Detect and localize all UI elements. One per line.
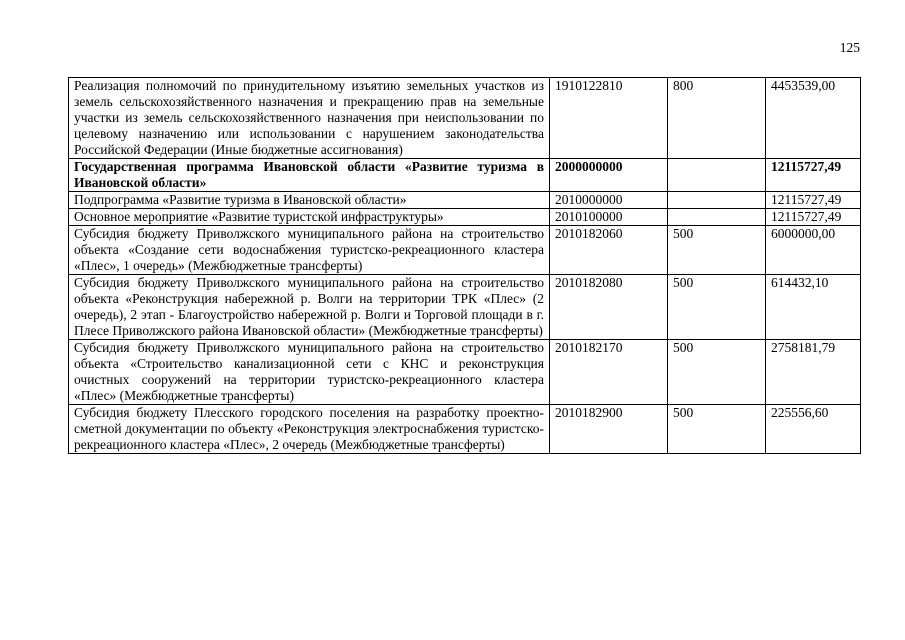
row-name: Субсидия бюджету Приволжского муниципального района на строительство объекта «Реконструкция набережной р. Волги на территории ТРК «Плес» (2 очередь), 2 этап - Благоустройство набережной р. Волги и Торговой площади в г. Плесе Приволжского района Ивановской области» (Межбюджетные трансферты)	[74, 275, 544, 338]
row-vr-cell: 500	[668, 226, 766, 275]
row-csr-cell: 1910122810	[550, 78, 668, 159]
row-vr-cell: 500	[668, 275, 766, 340]
row-csr-cell: 2010182060	[550, 226, 668, 275]
table-row	[69, 275, 861, 340]
table-row	[69, 405, 861, 454]
row-amount-cell: 12115727,49	[766, 159, 861, 192]
row-vr-cell	[668, 192, 766, 209]
row-csr-cell: 2000000000	[550, 159, 668, 192]
row-name: Субсидия бюджету Приволжского муниципального района на строительство объекта «Создание сети водоснабжения туристско-рекреационного кластера «Плес», 1 очередь» (Межбюджетные трансферты)	[74, 226, 544, 273]
table-row	[69, 209, 861, 226]
table-row	[69, 159, 861, 192]
table-row	[69, 340, 861, 405]
row-name-cell	[69, 275, 550, 340]
row-vr-cell: 500	[668, 340, 766, 405]
row-amount-cell: 225556,60	[766, 405, 861, 454]
row-name-cell	[69, 159, 550, 192]
row-name-cell	[69, 192, 550, 209]
row-name: Субсидия бюджету Плесского городского поселения на разработку проектно-сметной документации по объекту «Реконструкция электроснабжения туристско-рекреационного кластера «Плес», 2 очередь (Межбюджетные трансферты)	[74, 405, 544, 452]
row-csr-cell: 2010182900	[550, 405, 668, 454]
row-csr-cell: 2010182170	[550, 340, 668, 405]
row-name: Государственная программа Ивановской области «Развитие туризма в Ивановской области»	[74, 159, 544, 190]
table-row	[69, 192, 861, 209]
row-name: Реализация полномочий по принудительному изъятию земельных участков из земель сельскохозяйственного назначения и прекращению прав на земельные участки из земель сельскохозяйственного назначения при неиспользовании по целевому назначению или использовании с нарушением законодательства Российской Федерации (Иные бюджетные ассигнования)	[74, 78, 544, 157]
row-amount-cell: 4453539,00	[766, 78, 861, 159]
row-amount-cell: 6000000,00	[766, 226, 861, 275]
row-amount-cell: 12115727,49	[766, 209, 861, 226]
row-vr-cell: 500	[668, 405, 766, 454]
table-row	[69, 78, 861, 159]
row-csr-cell: 2010100000	[550, 209, 668, 226]
budget-table	[68, 77, 861, 454]
row-name-cell	[69, 340, 550, 405]
row-name: Субсидия бюджету Приволжского муниципального района на строительство объекта «Строительство канализационной сети с КНС и реконструкция очистных сооружений на территории туристско-рекреационного кластера «Плес» (Межбюджетные трансферты)	[74, 340, 544, 403]
row-name: Подпрограмма «Развитие туризма в Ивановской области»	[74, 192, 407, 207]
row-name-cell	[69, 405, 550, 454]
row-amount-cell: 614432,10	[766, 275, 861, 340]
row-vr-cell: 800	[668, 78, 766, 159]
page-number: 125	[839, 40, 860, 55]
row-name-cell	[69, 209, 550, 226]
row-csr-cell: 2010182080	[550, 275, 668, 340]
table-row	[69, 226, 861, 275]
row-amount-cell: 2758181,79	[766, 340, 861, 405]
row-name-cell	[69, 78, 550, 159]
row-name-cell	[69, 226, 550, 275]
row-csr-cell: 2010000000	[550, 192, 668, 209]
row-vr-cell	[668, 209, 766, 226]
row-name: Основное мероприятие «Развитие туристской инфраструктуры»	[74, 209, 444, 224]
row-amount-cell: 12115727,49	[766, 192, 861, 209]
row-vr-cell	[668, 159, 766, 192]
